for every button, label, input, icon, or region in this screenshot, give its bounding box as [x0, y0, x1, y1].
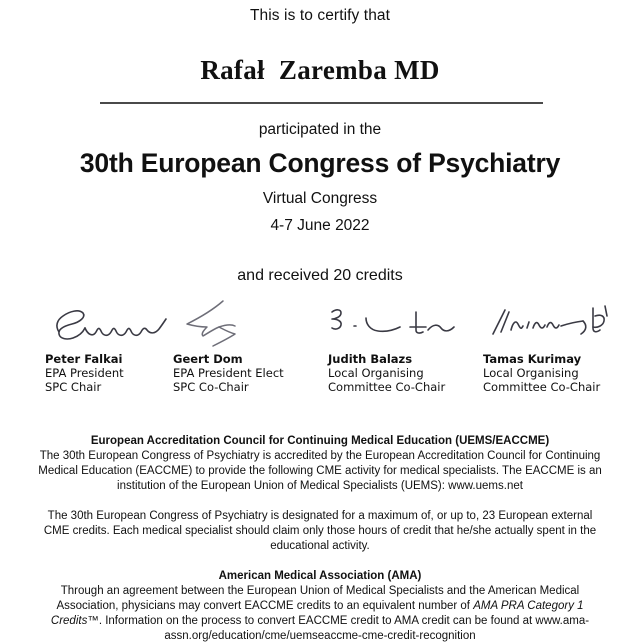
- signatory-block-geert-dom: [173, 294, 323, 394]
- signatory-name: Geert Dom: [173, 352, 243, 366]
- eaccme-body: The 30th European Congress of Psychiatry is accredited by the European Accreditation Council for Continuing Medical Education (EACCME) to provide the following CME activity for medical specialists. The EACCME is an institution of the European Union of Medical Specialists (UEMS): www.uems.net: [38, 450, 602, 492]
- credits-awarded-line: and received 20 credits: [237, 267, 403, 284]
- ama-body-part1: Through an agreement between the European Union of Medical Specialists and the American Medical Association, physicians may convert EACCME credits to an equivalent number of: [56, 585, 580, 612]
- credits-designation-body: The 30th European Congress of Psychiatry is designated for a maximum of, or up to, 23 European external CME credits. Each medical specialist should claim only those hours of credit that he/she actually spent in the educational activity.: [43, 510, 597, 552]
- signatory-role-line2: Committee Co-Chair: [328, 380, 446, 394]
- signatory-name: Tamas Kurimay: [483, 352, 582, 366]
- signatory-role-line1: Local Organising: [483, 366, 579, 380]
- ama-body-italic: AMA PRA Category 1 Credits™: [50, 600, 584, 627]
- recipient-name: Rafał Zaremba MD: [200, 55, 440, 85]
- eaccme-heading: European Accreditation Council for Continuing Medical Education (UEMS/EACCME): [90, 435, 550, 447]
- signatory-role-line2: SPC Chair: [45, 380, 102, 394]
- ama-heading: American Medical Association (AMA): [218, 570, 422, 582]
- accreditation-footer: [35, 434, 605, 644]
- signatory-role-line1: EPA President Elect: [173, 366, 284, 380]
- congress-title: 30th European Congress of Psychiatry: [79, 148, 561, 178]
- signatory-role-line1: EPA President: [45, 366, 124, 380]
- handwritten-signature-icon: [328, 294, 468, 350]
- signatory-role-line1: Local Organising: [328, 366, 424, 380]
- ama-body: [35, 584, 605, 644]
- congress-dates-line: 4-7 June 2022: [270, 217, 370, 234]
- signatory-block-judith-balazs: [328, 294, 478, 394]
- signatory-role-line2: SPC Co-Chair: [173, 380, 249, 394]
- handwritten-signature-icon: [173, 294, 313, 350]
- signatory-block-tamas-kurimay: [483, 294, 633, 394]
- horizontal-divider: [100, 102, 543, 104]
- congress-format-line: Virtual Congress: [262, 190, 378, 207]
- signatory-name: Peter Falkai: [45, 352, 123, 366]
- ama-body-part2: . Information on the process to convert EACCME credit to AMA credit can be found at www.ama-assn.org/education/cme/uemseaccme-cme-credit-recognition: [98, 615, 590, 642]
- handwritten-signature-icon: [483, 294, 623, 350]
- certify-line: This is to certify that: [249, 7, 391, 24]
- footer-spacer: [35, 554, 605, 569]
- signatory-role-line2: Committee Co-Chair: [483, 380, 601, 394]
- handwritten-signature-icon: [45, 294, 185, 350]
- signatories-row: [0, 294, 640, 414]
- footer-spacer: [35, 494, 605, 509]
- participated-line: participated in the: [258, 121, 382, 138]
- signatory-name: Judith Balazs: [328, 352, 413, 366]
